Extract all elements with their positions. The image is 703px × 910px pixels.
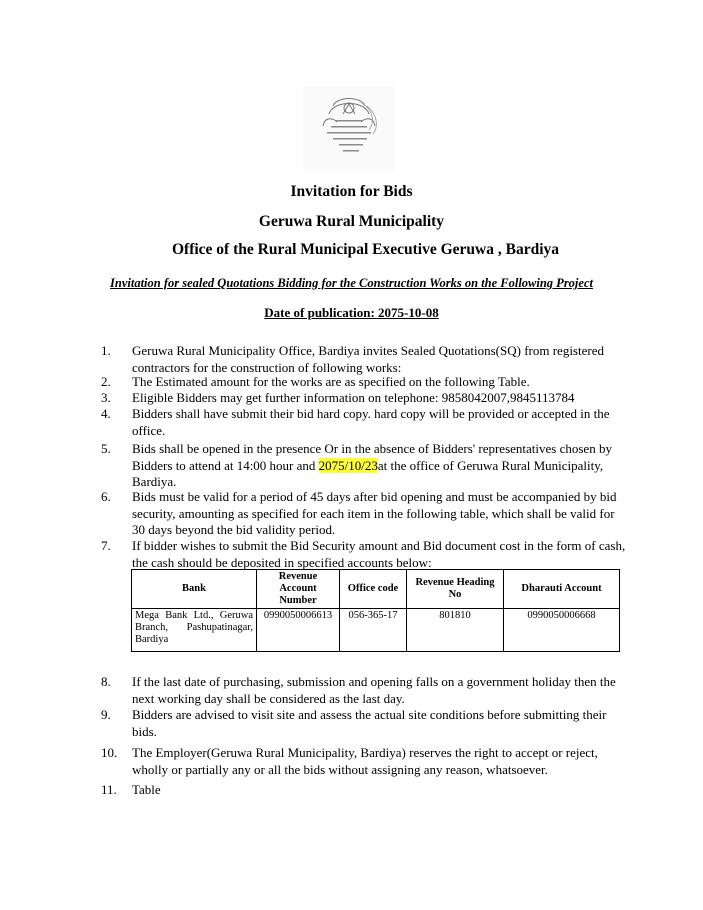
document-title: Invitation for Bids: [290, 183, 413, 200]
item-text: Geruwa Rural Municipality Office, Bardiya invites Sealed Quotations(SQ) from registered contractors for the construction of following works:: [132, 343, 604, 375]
municipality-seal: [303, 86, 395, 172]
item-number: 7.: [101, 538, 111, 553]
item-number: 3.: [101, 390, 111, 405]
table-cell: 801810: [407, 609, 504, 652]
item-number: 6.: [101, 489, 111, 504]
item-text: Bids must be valid for a period of 45 days after bid opening and must be accompanied by bid security, amounting as specified for each item in the following table, which shall be valid for 30 days beyond the bid validity period.: [132, 489, 617, 537]
bank-accounts-table: [131, 569, 620, 652]
table-cell: 0990050006613: [257, 609, 340, 652]
item-text: The Estimated amount for the works are as specified on the following Table.: [132, 374, 530, 389]
item-number: 9.: [101, 707, 111, 722]
item-text-after: at the office of Geruwa Rural Municipality, Bardiya.: [132, 457, 604, 489]
item-text: Bidders are advised to visit site and assess the actual site conditions before submitting their bids.: [132, 707, 607, 739]
item-text: Eligible Bidders may get further information on telephone: 9858042007,9845113784: [132, 390, 575, 405]
table-header-row: [132, 570, 620, 609]
item-number: 2.: [101, 374, 111, 389]
item-text: Bidders shall have submit their bid hard copy. hard copy will be provided or accepted in the office.: [132, 406, 610, 438]
item-text: If bidder wishes to submit the Bid Security amount and Bid document cost in the form of cash, the cash should be deposited in specified accounts below:: [132, 538, 626, 570]
table-header: Dharauti Account: [504, 570, 620, 609]
publication-date: Date of publication: 2075-10-08: [264, 305, 439, 320]
item-text-before: Bids shall be opened in the presence Or in the absence of Bidders' representatives chosen by Bidders to attend at 14:00 hour and: [132, 441, 612, 473]
item-number: 10.: [101, 745, 118, 760]
item-number: 4.: [101, 406, 111, 421]
item-number: 1.: [101, 343, 111, 358]
item-text: Table: [132, 782, 161, 797]
table-header: Revenue Account Number: [257, 570, 340, 609]
table-header: Office code: [340, 570, 407, 609]
item-number: 5.: [101, 441, 111, 456]
table-cell: Mega Bank Ltd., Geruwa Branch, Pashupatinagar, Bardiya: [132, 609, 257, 652]
table-header: Revenue Heading No: [407, 570, 504, 609]
municipality-name: Geruwa Rural Municipality: [258, 213, 445, 230]
item-number: 8.: [101, 674, 111, 689]
item-text: [132, 441, 626, 491]
item-text: The Employer(Geruwa Rural Municipality, Bardiya) reserves the right to accept or reject, wholly or partially any or all the bids without assigning any reason, whatsoever.: [132, 745, 598, 777]
highlighted-date: 2075/10/23: [318, 457, 378, 473]
office-name: Office of the Rural Municipal Executive Geruwa , Bardiya: [171, 241, 560, 258]
item-text: If the last date of purchasing, submission and opening falls on a government holiday then the next working day shall be considered as the last day.: [132, 674, 616, 706]
table-row: [132, 609, 620, 652]
table-cell: 056-365-17: [340, 609, 407, 652]
table-header: Bank: [132, 570, 257, 609]
table-cell: 0990050006668: [504, 609, 620, 652]
item-number: 11.: [101, 782, 117, 797]
notice-subtitle: Invitation for sealed Quotations Bidding for the Construction Works on the Following Project: [110, 276, 593, 290]
